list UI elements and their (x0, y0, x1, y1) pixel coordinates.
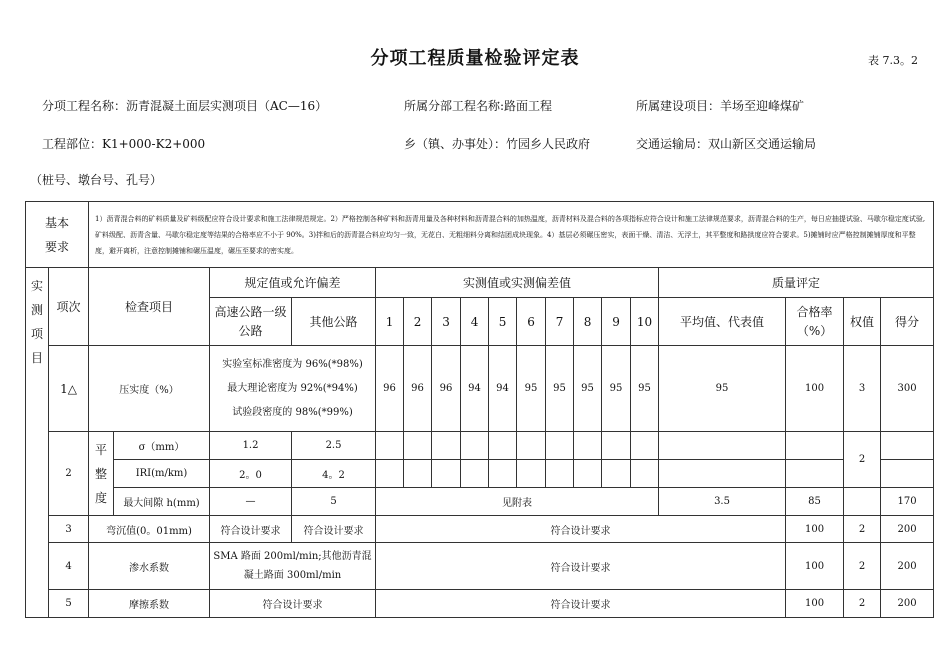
point-header: 3 (432, 298, 461, 346)
measured-value (546, 432, 574, 460)
pass-rate-value (786, 460, 844, 488)
highway-header: 高速公路一级公路 (210, 298, 292, 346)
pass-rate-header: 合格率（%） (786, 298, 844, 346)
score-value: 200 (881, 590, 934, 618)
other-spec: 4。2 (292, 460, 376, 488)
measured-value (489, 432, 517, 460)
parent-project-name: 所属分部工程名称:路面工程 (404, 99, 553, 113)
measured-value (602, 432, 631, 460)
item-no-header: 项次 (49, 268, 89, 346)
measured-value: 95 (631, 346, 659, 432)
weight-value: 2 (844, 543, 881, 590)
measured-value: 94 (489, 346, 517, 432)
point-header: 9 (602, 298, 631, 346)
avg-value (659, 460, 786, 488)
pass-rate-value: 100 (786, 590, 844, 618)
score-value: 200 (881, 543, 934, 590)
check-item: σ（mm） (114, 432, 210, 460)
weight-header: 权值 (844, 298, 881, 346)
highway-spec: 2。0 (210, 460, 292, 488)
permeability-spec: SMA 路面 200ml/min;其他沥青混凝土路面 300ml/min (210, 543, 376, 590)
score-value: 170 (881, 488, 934, 516)
weight-value: 2 (844, 590, 881, 618)
item-no: 4 (49, 543, 89, 590)
avg-value: 95 (659, 346, 786, 432)
compaction-spec: 实验室标准密度为 96%(*98%) 最大理论密度为 92%(*94%) 试验段密度的 98%(*99%) (210, 346, 376, 432)
measured-value (602, 460, 631, 488)
avg-value: 3.5 (659, 488, 786, 516)
check-item-header: 检查项目 (89, 268, 210, 346)
table-number: 表 7.3。2 (868, 54, 918, 67)
measured-value (376, 432, 404, 460)
score-value: 200 (881, 516, 934, 543)
measured-value (517, 460, 546, 488)
measured-value (631, 432, 659, 460)
measured-value (546, 460, 574, 488)
item-no: 1△ (49, 346, 89, 432)
score-value (881, 460, 934, 488)
stake-note: （桩号、墩台号、孔号） (30, 173, 163, 187)
other-road-header: 其他公路 (292, 298, 376, 346)
check-item: 弯沉值(0。01mm) (89, 516, 210, 543)
point-header: 4 (461, 298, 489, 346)
avg-value (659, 432, 786, 460)
measured-value: 95 (517, 346, 546, 432)
friction-spec: 符合设计要求 (210, 590, 376, 618)
weight-value: 3 (844, 346, 881, 432)
measured-value (432, 432, 461, 460)
measured-value: 96 (432, 346, 461, 432)
requirements-text: 1）沥青混合料的矿料质量及矿料级配应符合设计要求和施工法律规范规定。2）严格控制各种矿料和沥青用量及各种材料和沥青混合料的加热温度，沥青材料及混合料的各项指标应符合设计和施工法律规范要求，沥青混合料的生产，每日应抽提试验、马歇尔稳定度试验,矿料级配、沥青含量、马歇尔稳定度等结果的合格率应不小于 90%。3)拌和后的沥青混合料应均匀一致，无花白、无粗细料分离和结团成块现象。4）基层必须碾压密实，表面干燥、清洁、无浮土，其平整度和路拱度应符合要求。5)摊铺时应严格控制摊铺厚度和平整度，避开离析，注意控制摊铺和碾压温度，碾压至要求的密实度。 (89, 202, 934, 268)
highway-spec: — (210, 488, 292, 516)
quality-header: 质量评定 (659, 268, 934, 298)
measured-value: 95 (546, 346, 574, 432)
measured-value: 94 (461, 346, 489, 432)
weight-value: 2 (844, 516, 881, 543)
check-item: IRI(m/km) (114, 460, 210, 488)
flatness-group-label: 平 整 度 (89, 432, 114, 516)
item-no: 2 (49, 432, 89, 516)
point-header: 6 (517, 298, 546, 346)
measured-value (461, 432, 489, 460)
work-location: 工程部位：K1+000-K2+000 (42, 137, 206, 151)
other-spec: 2.5 (292, 432, 376, 460)
check-item: 渗水系数 (89, 543, 210, 590)
measured-value: 96 (376, 346, 404, 432)
measured-header: 实测值或实测偏差值 (376, 268, 659, 298)
pass-rate-value: 85 (786, 488, 844, 516)
requirements-label: 基本 要求 (26, 202, 89, 268)
other-spec: 5 (292, 488, 376, 516)
township: 乡（镇、办事处）：竹园乡人民政府 (404, 137, 591, 151)
measured-note: 符合设计要求 (376, 516, 786, 543)
point-header: 2 (404, 298, 432, 346)
score-header: 得分 (881, 298, 934, 346)
score-value: 300 (881, 346, 934, 432)
measured-value (574, 460, 602, 488)
check-item: 摩擦系数 (89, 590, 210, 618)
page-title: 分项工程质量检验评定表 (370, 48, 580, 69)
measured-note: 见附表 (376, 488, 659, 516)
pass-rate-value (786, 432, 844, 460)
measured-value (461, 460, 489, 488)
highway-spec: 符合设计要求 (210, 516, 292, 543)
measured-note: 符合设计要求 (376, 543, 786, 590)
spec-header: 规定值或允许偏差 (210, 268, 376, 298)
measured-value (404, 432, 432, 460)
measured-value (631, 460, 659, 488)
measured-value (517, 432, 546, 460)
weight-value (844, 488, 881, 516)
measured-value: 96 (404, 346, 432, 432)
sub-project-name: 分项工程名称：沥青混凝土面层实测项目（AC—16） (42, 99, 328, 113)
pass-rate-value: 100 (786, 543, 844, 590)
measured-value (432, 460, 461, 488)
item-no: 5 (49, 590, 89, 618)
measured-items-label: 实 测 项 目 (26, 268, 49, 618)
inspection-table (25, 201, 934, 618)
avg-header: 平均值、代表值 (659, 298, 786, 346)
measured-value (376, 460, 404, 488)
measured-value (489, 460, 517, 488)
point-header: 5 (489, 298, 517, 346)
point-header: 1 (376, 298, 404, 346)
check-item: 最大间隙 h(mm) (114, 488, 210, 516)
measured-value (574, 432, 602, 460)
measured-value (404, 460, 432, 488)
construction-project: 所属建设项目：羊场至迎峰煤矿 (636, 99, 805, 113)
measured-note: 符合设计要求 (376, 590, 786, 618)
pass-rate-value: 100 (786, 346, 844, 432)
weight-value: 2 (844, 432, 881, 488)
score-value (881, 432, 934, 460)
check-item: 压实度（%） (89, 346, 210, 432)
point-header: 10 (631, 298, 659, 346)
point-header: 8 (574, 298, 602, 346)
item-no: 3 (49, 516, 89, 543)
measured-value: 95 (602, 346, 631, 432)
measured-value: 95 (574, 346, 602, 432)
other-spec: 符合设计要求 (292, 516, 376, 543)
point-header: 7 (546, 298, 574, 346)
pass-rate-value: 100 (786, 516, 844, 543)
transport-bureau: 交通运输局：双山新区交通运输局 (636, 137, 817, 151)
highway-spec: 1.2 (210, 432, 292, 460)
